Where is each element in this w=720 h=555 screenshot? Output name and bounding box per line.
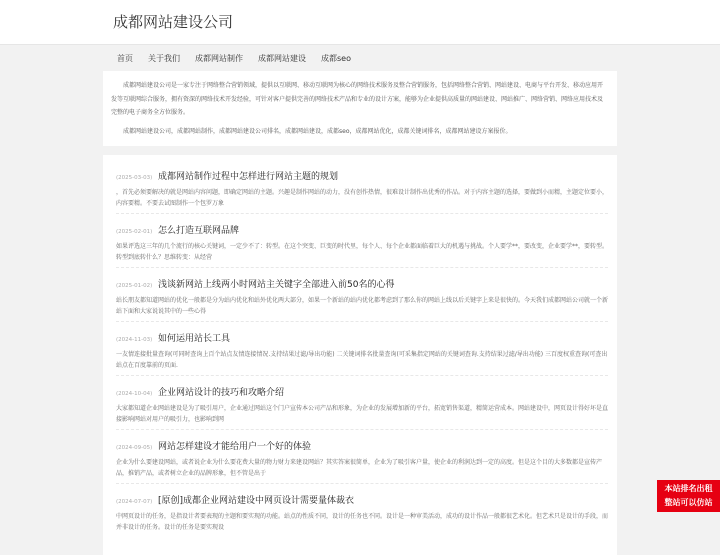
article-title-link[interactable]: 怎么打造互联网品牌: [158, 226, 240, 236]
article-date: (2025-01-02): [116, 283, 153, 289]
divider: [116, 429, 608, 430]
nav-item-seo[interactable]: 成都seo: [321, 54, 351, 63]
intro-keywords: 成都网站建设公司，成都网站制作，成都网站建设公司排名，成都网站建设，成都seo，成都网站优化，成都关键词排名，成都网站建设方案报价。: [123, 128, 512, 135]
article-title-link[interactable]: 浅谈新网站上线两小时网站主关键字全部进入前50名的心得: [158, 280, 395, 290]
site-header: [0, 0, 720, 45]
divider: [116, 213, 608, 214]
article-date: (2024-11-03): [116, 337, 153, 343]
article-date: (2024-09-05): [116, 445, 153, 451]
intro-panel: [103, 71, 617, 146]
site-title[interactable]: 成都网站建设公司: [113, 13, 234, 31]
article-summary: 一友情连接批量查询(可同时查询上百个站点友情连接情况.支持结果过滤/导出功能) 二关键词排名批量查询(可采集指定网站的关键词查询.支持结果过滤/导出功能) 三百度权重查询(可查出站点在百度靠前的页面.: [116, 351, 608, 369]
article-title-link[interactable]: 成都网站制作过程中怎样进行网站主题的规划: [158, 172, 339, 182]
badge-line: 本站排名出租: [664, 484, 713, 493]
badge-line: 整站可以仿站: [664, 498, 713, 507]
nav-item-web-construction[interactable]: 成都网站建设: [258, 54, 306, 63]
article-title-link[interactable]: 企业网站设计的技巧和攻略介绍: [158, 388, 285, 398]
intro-paragraph: 成都网站建设公司是一家专注于网络整合营销领域，提供以互联网、移动互联网为核心的网络技术服务及整合营销服务，包括网络整合营销、网站建设、电商与平台开发、移动应用开发等互联网综合服务，拥有资深的网络技术开发经验，可针对客户提供完善的网络技术产品和专业的设计方案，能够为企业提供高质量的网站建设、网站推广、网络营销、网络应用技术及完整的电子商务全方位服务。: [111, 82, 604, 116]
article-summary: ，首先必须要解决的就是网站内容问题，即确定网站的主题。兴趣是制作网站的动力，没有创作热情，很难设计制作出优秀的作品。对于内容主题的选择，要做到小而精，主题定位要小，内容要精。不要去试图制作一个包罗万象: [116, 189, 609, 207]
article-date: (2024-07-07): [116, 499, 153, 505]
article-title-link[interactable]: [原创]成都企业网站建设中网页设计需要量体裁衣: [158, 496, 355, 506]
article-title-link[interactable]: 如何运用站长工具: [158, 334, 231, 344]
article-date: (2025-03-03): [116, 175, 153, 181]
article-title-link[interactable]: 网站怎样建设才能给用户一个好的体验: [158, 442, 312, 452]
article-summary: 如果评选这三年的几个流行的核心关键词，一定少不了：转型。在这个突变、巨变的时代里，每个人、每个企业都面临着巨大的机遇与挑战。个人要学**，要改变，企业要学**，要转型。转型到底转什么？思维转变：从经营: [116, 243, 609, 261]
nav-item-about[interactable]: 关于我们: [148, 54, 180, 63]
article-summary: 中网页设计的任务，是指设计者要表现的主题和要实现的功能。站点的性质不同，设计的任务也不同。设计是一种审美活动，成功的设计作品一般都很艺术化。但艺术只是设计的手段，而并非设计的任务。设计的任务是要实现设: [116, 513, 609, 531]
article-date: (2024-10-04): [116, 391, 153, 397]
article-list: [103, 155, 617, 555]
ranking-rent-badge[interactable]: [657, 480, 720, 512]
nav-item-web-production[interactable]: 成都网站制作: [195, 54, 243, 63]
article-summary: 大家都知道企业网站建设是为了吸引用户，企业通过网站这个门户宣传本公司产品和形象，为企业的发展增加新的平台，拓宽销售渠道，精简运营成本。网站建设中，网页设计得好坏是直接影响网站对用户的吸引力，也影响到网: [116, 405, 609, 423]
divider: [116, 375, 608, 376]
article-date: (2025-02-01): [116, 229, 153, 235]
divider: [116, 483, 608, 484]
nav-item-home[interactable]: 首页: [117, 54, 133, 63]
divider: [116, 267, 608, 268]
article-summary: 站长朋友都知道网站的优化一般都是分为站内优化和站外优化两大部分，如果一个新站的站内优化都考虑到了那么你的网站上线以后关键字上来是很快的。今天我们成都网站公司就一个新站下面和大家说说其中的一些心得: [116, 297, 609, 315]
divider: [116, 321, 608, 322]
main-nav: [0, 45, 720, 71]
article-summary: 企业为什么要建设网站，或者说企业为什么要花费大量的物力财力来建设网站？其实答案很简单，企业为了吸引客户量，使企业的利润达到一定的高度。但是这个目的大多数都是宣传产品，推销产品，或者树立企业的品牌形象，但不管是出于: [116, 459, 603, 477]
